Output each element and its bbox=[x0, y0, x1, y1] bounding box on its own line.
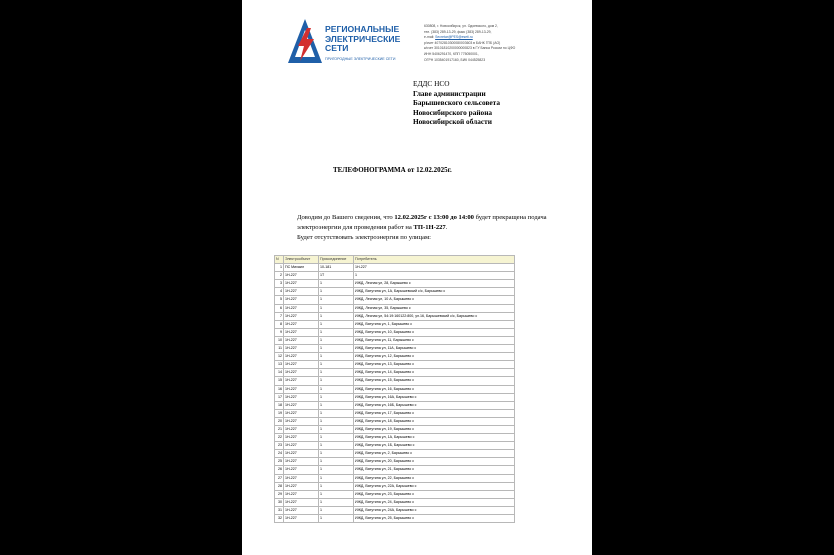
table-cell: 1Н-227 bbox=[284, 401, 319, 409]
brand-subtitle: ПРИГОРОДНЫЕ ЭЛЕКТРИЧЕСКИЕ СЕТИ bbox=[325, 56, 396, 61]
table-cell: 6 bbox=[275, 304, 284, 312]
table-row bbox=[275, 272, 515, 280]
column-header: N bbox=[275, 256, 284, 264]
table-cell: 1 bbox=[319, 304, 354, 312]
table-cell: 27 bbox=[275, 474, 284, 482]
addressee-line: Новосибирской области bbox=[413, 117, 492, 127]
table-cell: 1 bbox=[319, 474, 354, 482]
table-cell: ИЖД, Ватутина ул, 20, Барышево с bbox=[354, 458, 515, 466]
contact-line: р/счет 40702810300080003603 в БАНК ГПБ (АО) bbox=[424, 40, 501, 45]
table-cell: ИЖД, Лесная ул, 35, Барышево с bbox=[354, 304, 515, 312]
table-cell: 1 bbox=[319, 288, 354, 296]
table-row bbox=[275, 482, 515, 490]
table-cell: 1Н-227 bbox=[284, 280, 319, 288]
table-cell: 1 bbox=[319, 361, 354, 369]
table-row bbox=[275, 425, 515, 433]
table-cell: 1 bbox=[319, 490, 354, 498]
table-cell: 22 bbox=[275, 434, 284, 442]
table-row bbox=[275, 401, 515, 409]
table-row bbox=[275, 369, 515, 377]
table-row bbox=[275, 409, 515, 417]
table-cell: 12 bbox=[275, 353, 284, 361]
table-cell: 21 bbox=[275, 425, 284, 433]
table-cell: ИЖД, Ватутина ул, 19, Барышево с bbox=[354, 425, 515, 433]
table-cell: 32 bbox=[275, 515, 284, 523]
table-cell: 1 bbox=[319, 353, 354, 361]
table-cell: ИЖД, Ватутина ул, 22А, Барышево с bbox=[354, 482, 515, 490]
table-cell: 1 bbox=[319, 296, 354, 304]
table-row bbox=[275, 353, 515, 361]
table-cell: 1Н-227 bbox=[284, 442, 319, 450]
table-cell: 1 bbox=[319, 458, 354, 466]
brand-name bbox=[325, 25, 400, 62]
table-cell: 1 bbox=[319, 369, 354, 377]
table-cell: 1Н-227 bbox=[284, 515, 319, 523]
email-label: e-mail: bbox=[424, 35, 435, 40]
contact-line: ИНН 5406291470, КПП 775050001, bbox=[424, 51, 479, 56]
table-cell: ИЖД, Ватутина ул, 22, Барышево с bbox=[354, 474, 515, 482]
table-row bbox=[275, 264, 515, 272]
table-row bbox=[275, 377, 515, 385]
contact-line: к/счет 30101810200000000823 в ГУ Банка России по ЦФО bbox=[424, 46, 516, 51]
table-cell: 1 bbox=[319, 385, 354, 393]
brand-line-1: РЕГИОНАЛЬНЫЕ bbox=[325, 24, 400, 34]
table-row bbox=[275, 434, 515, 442]
addressee-line: Главе администрации bbox=[413, 88, 486, 98]
table-row bbox=[275, 288, 515, 296]
outage-table bbox=[274, 255, 515, 523]
table-row bbox=[275, 280, 515, 288]
table-cell: ИЖД, Ватутина ул, 16Б, Барышево с bbox=[354, 401, 515, 409]
table-cell: ИЖД, Ватутина ул, 12, Барышево с bbox=[354, 353, 515, 361]
notice-text bbox=[274, 213, 559, 243]
company-logo-icon bbox=[288, 19, 322, 63]
table-cell: 1Н-227 bbox=[284, 353, 319, 361]
table-cell: 1 bbox=[319, 434, 354, 442]
table-cell: 26 bbox=[275, 466, 284, 474]
table-cell: 1 bbox=[319, 401, 354, 409]
table-cell: 1Н-227 bbox=[284, 336, 319, 344]
table-cell: 23 bbox=[275, 442, 284, 450]
table-cell: 31 bbox=[275, 506, 284, 514]
table-cell: ИЖД, Ватутина ул, 18, Барышево с bbox=[354, 417, 515, 425]
notice-text-part: Доводим до Вашего сведения, что bbox=[297, 214, 395, 221]
table-cell: 1 bbox=[319, 377, 354, 385]
column-header: Электрообъект bbox=[284, 256, 319, 264]
table-cell: ИЖД, Лесная ул, 28, Барышево с bbox=[354, 280, 515, 288]
addressee-line: ЕДДС НСО bbox=[413, 79, 450, 88]
table-cell: 30 bbox=[275, 498, 284, 506]
contact-line: тел. (383) 289-13-29, факс (383) 289-13-29, bbox=[424, 29, 492, 34]
addressee-line: Барышевского сельсовета bbox=[413, 98, 500, 108]
table-cell: 1 bbox=[319, 442, 354, 450]
table-row bbox=[275, 498, 515, 506]
table-cell: 1Н-227 bbox=[284, 474, 319, 482]
table-row bbox=[275, 490, 515, 498]
addressee-block bbox=[413, 79, 500, 127]
table-cell: ИЖД, Ватутина ул, 17, Барышево с bbox=[354, 409, 515, 417]
table-cell: 1 bbox=[319, 466, 354, 474]
table-cell: 1Н-227 bbox=[284, 466, 319, 474]
table-cell: ИЖД, Ватутина ул, 10, Барышево с bbox=[354, 328, 515, 336]
table-cell: ИЖД, Ватутина ул, 15, Барышево с bbox=[354, 377, 515, 385]
table-cell: 19 bbox=[275, 409, 284, 417]
table-row bbox=[275, 393, 515, 401]
table-cell: 1Н-227 bbox=[284, 482, 319, 490]
table-cell: ИЖД, Ватутина ул, 25, Барышево с bbox=[354, 515, 515, 523]
table-cell: 1 bbox=[319, 393, 354, 401]
table-cell: 1 bbox=[319, 450, 354, 458]
table-row bbox=[275, 304, 515, 312]
contact-block bbox=[424, 24, 554, 63]
table-cell: 1Н-227 bbox=[284, 450, 319, 458]
document-title: ТЕЛЕФОНОГРАММА от 12.02.2025г. bbox=[333, 166, 452, 174]
table-cell: 1 bbox=[319, 506, 354, 514]
table-cell: ИЖД, Ватутина ул, 13, Барышево с bbox=[354, 361, 515, 369]
table-cell: 7 bbox=[275, 312, 284, 320]
table-cell: 1Н-227 bbox=[284, 498, 319, 506]
email-link[interactable]: Secretar@PES@eseti.ru bbox=[435, 35, 473, 40]
table-cell: 1 bbox=[319, 328, 354, 336]
table-cell: 14 bbox=[275, 369, 284, 377]
table-row bbox=[275, 442, 515, 450]
brand-line-2: ЭЛЕКТРИЧЕСКИЕ bbox=[325, 33, 401, 44]
table-cell: 1 bbox=[319, 425, 354, 433]
table-row bbox=[275, 506, 515, 514]
brand-line-3: СЕТИ bbox=[325, 43, 349, 54]
table-cell: 1Н-227 bbox=[284, 434, 319, 442]
table-cell: 1Н-227 bbox=[284, 377, 319, 385]
table-cell: 9 bbox=[275, 328, 284, 336]
document-page bbox=[242, 0, 592, 555]
column-header: Потребитель bbox=[354, 256, 515, 264]
contact-line: ОГРН 1035401917160, БИК 044525823 bbox=[424, 57, 486, 62]
table-cell: 1Н-227 bbox=[284, 328, 319, 336]
table-cell: 1Н-227 bbox=[284, 385, 319, 393]
table-cell: 25 bbox=[275, 458, 284, 466]
table-cell: ИЖД, Ватутина ул, 16А, Барышево с bbox=[354, 393, 515, 401]
table-cell: 20 bbox=[275, 417, 284, 425]
table-cell: 1 bbox=[319, 336, 354, 344]
table-row bbox=[275, 320, 515, 328]
table-cell: 8 bbox=[275, 320, 284, 328]
table-cell: 13 bbox=[275, 361, 284, 369]
table-row bbox=[275, 328, 515, 336]
contact-line: 630808, г. Новосибирск, ул. Одоевского, дом 2, bbox=[424, 24, 498, 28]
table-cell: 1Н-227 bbox=[284, 272, 319, 280]
table-cell: ИЖД, Ватутина ул, 24А, Барышево с bbox=[354, 506, 515, 514]
table-row bbox=[275, 458, 515, 466]
table-cell: ИЖД, Ватутина ул, 2, Барышево с bbox=[354, 450, 515, 458]
table-row bbox=[275, 417, 515, 425]
notice-text-part: . bbox=[445, 224, 448, 231]
table-cell: 1 bbox=[319, 498, 354, 506]
table-cell: 24 bbox=[275, 450, 284, 458]
table-cell: 17 bbox=[275, 393, 284, 401]
table-row bbox=[275, 450, 515, 458]
table-cell: 3 bbox=[275, 280, 284, 288]
table-cell: 29 bbox=[275, 490, 284, 498]
substation-name: ТП-1Н-227 bbox=[413, 224, 446, 231]
table-cell: 1Н-227 bbox=[284, 296, 319, 304]
table-cell: ИЖД, Ватутина ул, 1А, Барышевский с/с, Барышево с bbox=[354, 288, 515, 296]
table-cell: 1 bbox=[319, 312, 354, 320]
table-cell: ИЖД, Лесная ул, 10 А, Барышево с bbox=[354, 296, 515, 304]
table-cell: 1Н-227 bbox=[284, 304, 319, 312]
table-cell: ИЖД, Ватутина ул, 23, Барышево с bbox=[354, 490, 515, 498]
table-cell: 1Н-227 bbox=[284, 345, 319, 353]
table-cell: ИЖД, Лесная ул, 54:19:160122:800, ул.16, Барышевский с/с, Барышево с bbox=[354, 312, 515, 320]
table-cell: ИЖД, Ватутина ул, 24, Барышево с bbox=[354, 498, 515, 506]
table-cell: ИЖД, Ватутина ул, 1А, Барышево с bbox=[354, 434, 515, 442]
table-cell: 1Н-227 bbox=[284, 506, 319, 514]
table-cell: 1 bbox=[319, 482, 354, 490]
table-cell: 4 bbox=[275, 288, 284, 296]
table-cell: ПС Михаил bbox=[284, 264, 319, 272]
notice-text-part: будет прекращена подача электроэнергии для проведения работ на bbox=[297, 214, 547, 231]
table-cell: 1Н-227 bbox=[284, 288, 319, 296]
table-cell: 1Н-227 bbox=[284, 393, 319, 401]
table-cell: 1Н-227 bbox=[284, 425, 319, 433]
table-cell: 1 bbox=[319, 320, 354, 328]
table-cell: 18 bbox=[275, 401, 284, 409]
column-header: Присоединение bbox=[319, 256, 354, 264]
table-cell: ИЖД, Ватутина ул, 21, Барышево с bbox=[354, 466, 515, 474]
notice-paragraph bbox=[274, 213, 559, 233]
table-cell: ИЖД, Ватутина ул, 16, Барышево с bbox=[354, 385, 515, 393]
table-row bbox=[275, 466, 515, 474]
table-cell: 1Н-227 bbox=[284, 320, 319, 328]
table-row bbox=[275, 345, 515, 353]
table-cell: 1Н-227 bbox=[284, 490, 319, 498]
table-row bbox=[275, 312, 515, 320]
table-cell: 16 bbox=[275, 385, 284, 393]
table-cell: ИЖД, Ватутина ул, 1Б, Барышево с bbox=[354, 442, 515, 450]
table-cell: ИЖД, Ватутина ул, 11, Барышево с bbox=[354, 336, 515, 344]
table-cell: 2 bbox=[275, 272, 284, 280]
table-cell: ИЖД, Ватутина ул, 14, Барышево с bbox=[354, 369, 515, 377]
table-cell: 1Н-227 bbox=[354, 264, 515, 272]
table-row bbox=[275, 361, 515, 369]
table-row bbox=[275, 515, 515, 523]
table-cell: 1 bbox=[319, 280, 354, 288]
table-cell: 28 bbox=[275, 482, 284, 490]
table-cell: 1Н-227 bbox=[284, 361, 319, 369]
table-cell: 1 bbox=[319, 345, 354, 353]
table-cell: 10-181 bbox=[319, 264, 354, 272]
table-cell: 15 bbox=[275, 377, 284, 385]
table-cell: 1 bbox=[319, 515, 354, 523]
table-cell: ИЖД, Ватутина ул, 1, Барышево с bbox=[354, 320, 515, 328]
table-cell: 10 bbox=[275, 336, 284, 344]
table-cell: 1Н-227 bbox=[284, 458, 319, 466]
streets-intro: Будет отсутствовать электроэнергия по улицам: bbox=[297, 234, 432, 241]
table-row bbox=[275, 474, 515, 482]
table-cell: 1 bbox=[354, 272, 515, 280]
table-row bbox=[275, 336, 515, 344]
addressee-line: Новосибирского района bbox=[413, 107, 493, 117]
table-cell: ИЖД, Ватутина ул, 11А, Барышево с bbox=[354, 345, 515, 353]
table-cell: 1Н-227 bbox=[284, 312, 319, 320]
table-cell: 1 bbox=[319, 409, 354, 417]
table-row bbox=[275, 385, 515, 393]
table-header-row bbox=[275, 256, 515, 264]
table-cell: 5 bbox=[275, 296, 284, 304]
table-cell: 1Н-227 bbox=[284, 409, 319, 417]
table-cell: 1Н-227 bbox=[284, 369, 319, 377]
outage-time: 12.02.2025г с 13:00 до 14:00 bbox=[394, 214, 474, 221]
table-cell: 1Т bbox=[319, 272, 354, 280]
table-row bbox=[275, 296, 515, 304]
table-cell: 1Н-227 bbox=[284, 417, 319, 425]
table-cell: 1 bbox=[275, 264, 284, 272]
table-cell: 11 bbox=[275, 345, 284, 353]
table-cell: 1 bbox=[319, 417, 354, 425]
